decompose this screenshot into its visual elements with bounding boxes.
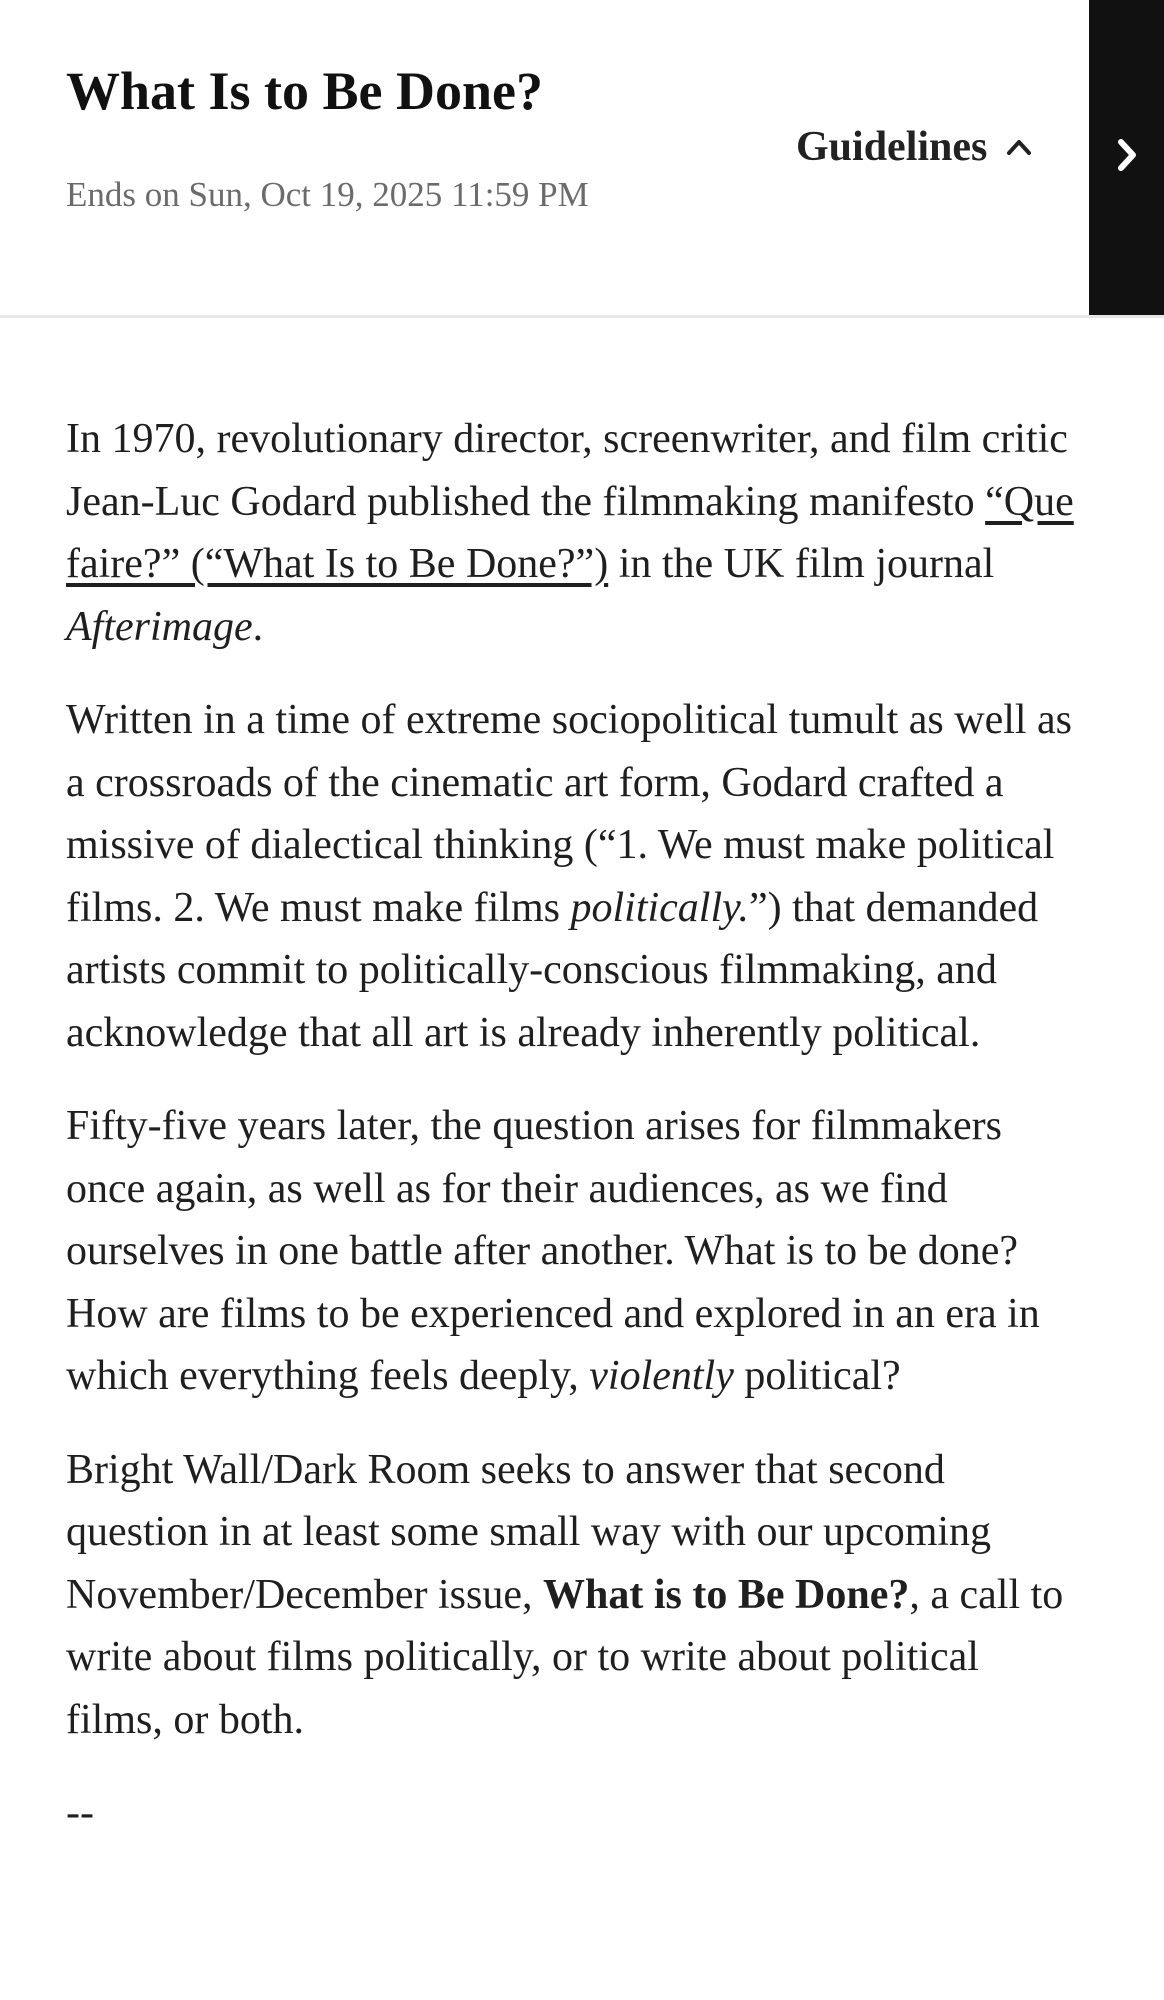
guidelines-label: Guidelines <box>796 124 988 170</box>
side-panel-toggle[interactable] <box>1089 0 1164 315</box>
chevron-right-icon <box>1116 137 1138 173</box>
caret-up-icon <box>1005 137 1033 157</box>
journal-name: Afterimage <box>66 603 253 650</box>
guidelines-toggle[interactable] <box>796 123 1033 171</box>
issue-title: What is to Be Done? <box>543 1571 910 1618</box>
page-header <box>0 0 1164 318</box>
manifesto-link[interactable]: “Que faire?” (“What Is to Be Done?”) <box>66 478 1074 587</box>
page-title: What Is to Be Done? <box>66 61 544 121</box>
separator: -- <box>66 1790 94 1836</box>
paragraph-1: In 1970, revolutionary director, screenwriter, and film critic Jean-Luc Godard published the filmmaking manifesto “Que faire?” (“What Is to Be Done?”) in the UK film journal Afterimage. <box>66 416 1074 650</box>
paragraph-3: Fifty-five years later, the question arises for filmmakers once again, as well as for their audiences, as we find ourselves in one battle after another. What is to be done? How are films to be experienced and explored in an era in which everything feels deeply, violently political? <box>66 1103 1040 1399</box>
paragraph-4: Bright Wall/Dark Room seeks to answer that second question in at least some small way with our upcoming November/December issue, What is to Be Done?, a call to write about films politically, or to write about political films, or both. <box>66 1446 1064 1743</box>
paragraph-2: Written in a time of extreme sociopolitical tumult as well as a crossroads of the cinematic art form, Godard crafted a missive of dialectical thinking (“1. We must make political films. 2. We must make films politically.”) that demanded artists commit to politically-conscious filmmaking, and acknowledge that all art is already inherently political. <box>66 697 1073 1056</box>
deadline-text: Ends on Sun, Oct 19, 2025 11:59 PM <box>66 175 589 214</box>
description-body <box>66 408 1076 1876</box>
